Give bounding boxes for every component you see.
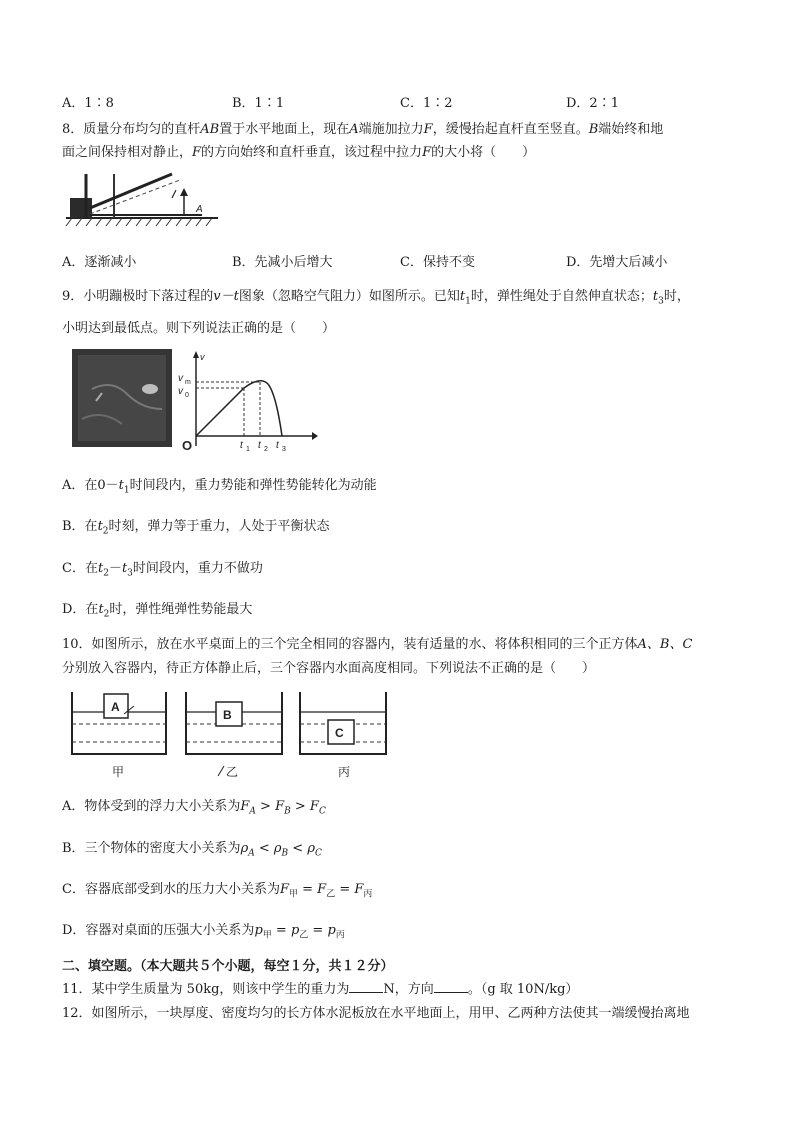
q10-containers-figure [64, 684, 404, 780]
container-bing [300, 692, 386, 779]
t3-label: t [276, 440, 279, 451]
q9-option-d: D．在$t_2$时，弹性绳弹性势能最大 [62, 602, 253, 620]
q9-vt-graph [176, 350, 320, 454]
v0-label: v [178, 386, 183, 397]
q8-stem-line2: 面之间保持相对静止，F的方向始终和直杆垂直，该过程中拉力F的大小将（ ） [62, 145, 536, 160]
q12-stem: 12．如图所示，一块厚度、密度均匀的长方体水泥板放在水平地面上，用甲、乙两种方法使其一端缓慢抬离地 [62, 1006, 690, 1021]
section2-heading: 二、填空题。（本大题共５个小题，每空１分，共１２分） [62, 959, 394, 974]
q10-option-b: B．三个物体的密度大小关系为$\rho_A < \rho_B < \rho_C$ [62, 841, 322, 859]
q7-option-a: A．1∶8 [62, 96, 114, 111]
v0-sub-label: 0 [185, 392, 189, 399]
q11-blank-1[interactable] [349, 981, 383, 993]
q10-stem-line1: 10．如图所示，放在水平桌面上的三个完全相同的容器内，装有适量的水、将体积相同的三个正方体A、B、C [62, 637, 693, 652]
q8-figure-label-a: A [196, 204, 203, 215]
q9-stem-line2: 小明达到最低点。则下列说法正确的是（ ） [62, 321, 336, 336]
q7-option-d: D．2∶1 [566, 96, 619, 111]
q8-option-d: D．先增大后减小 [566, 255, 668, 270]
q11-blank-2[interactable] [434, 981, 468, 993]
container-yi [186, 692, 282, 779]
container-yi-label: 乙 [226, 765, 239, 779]
t2-sub-label: 2 [264, 446, 268, 453]
bungee-photo [72, 349, 172, 447]
container-jia [72, 692, 166, 779]
cube-b-label: B [223, 708, 232, 722]
bungee-photo-detail [72, 349, 172, 447]
origin-label: O [182, 438, 193, 453]
vm-label: v [178, 373, 183, 384]
q9-option-b: B．在$t_2$时刻，弹力等于重力，人处于平衡状态 [62, 519, 330, 537]
q7-option-b: B．1∶1 [232, 96, 285, 111]
q9-option-a: A．在$0-t_1$时间段内，重力势能和弹性势能转化为动能 [62, 478, 377, 496]
vm-sub-label: m [185, 379, 191, 386]
q9-option-c: C．在$t_2-t_3$时间段内，重力不做功 [62, 561, 263, 579]
t1-label: t [240, 440, 243, 451]
q8-stem-line1: 8．质量分布均匀的直杆AB置于水平地面上，现在A端施加拉力F，缓慢抬起直杆直至竖直。B端始终和地 [62, 122, 664, 137]
q10-option-c: C．容器底部受到水的压力大小关系为$F_甲 = F_乙 = F_丙$ [62, 882, 373, 900]
t3-sub-label: 3 [282, 446, 286, 453]
q11-stem: 11．某中学生质量为 50kg，则该中学生的重力为 N，方向 。（g 取 10N/kg） [62, 982, 579, 997]
q7-option-c: C．1∶2 [400, 96, 453, 111]
cube-c-label: C [335, 726, 344, 740]
cube-a-label: A [111, 700, 120, 714]
q8-option-b: B．先减小后增大 [232, 255, 333, 270]
q10-stem-line2: 分别放入容器内，待正方体静止后，三个容器内水面高度相同。下列说法不正确的是（ ） [62, 661, 596, 676]
q8-option-c: C．保持不变 [400, 255, 475, 270]
q9-stem-line1: 9．小明蹦极时下落过程的v－t图象（忽略空气阻力）如图所示。已知$t_1$时，弹性绳处于自然伸直状态；$t_3$时， [62, 289, 690, 307]
axis-v-label: v [200, 352, 205, 362]
t1-sub-label: 1 [246, 446, 250, 453]
q10-option-d: D．容器对桌面的压强大小关系为$p_甲 = p_乙 = p_丙$ [62, 923, 345, 941]
container-jia-label: 甲 [112, 765, 125, 779]
q8-option-a: A．逐渐减小 [62, 255, 137, 270]
t2-label: t [258, 440, 261, 451]
q8-rod-figure [62, 168, 222, 230]
container-bing-label: 丙 [338, 765, 351, 779]
q10-option-a: A．物体受到的浮力大小关系为$F_A > F_B > F_C$ [62, 799, 326, 817]
